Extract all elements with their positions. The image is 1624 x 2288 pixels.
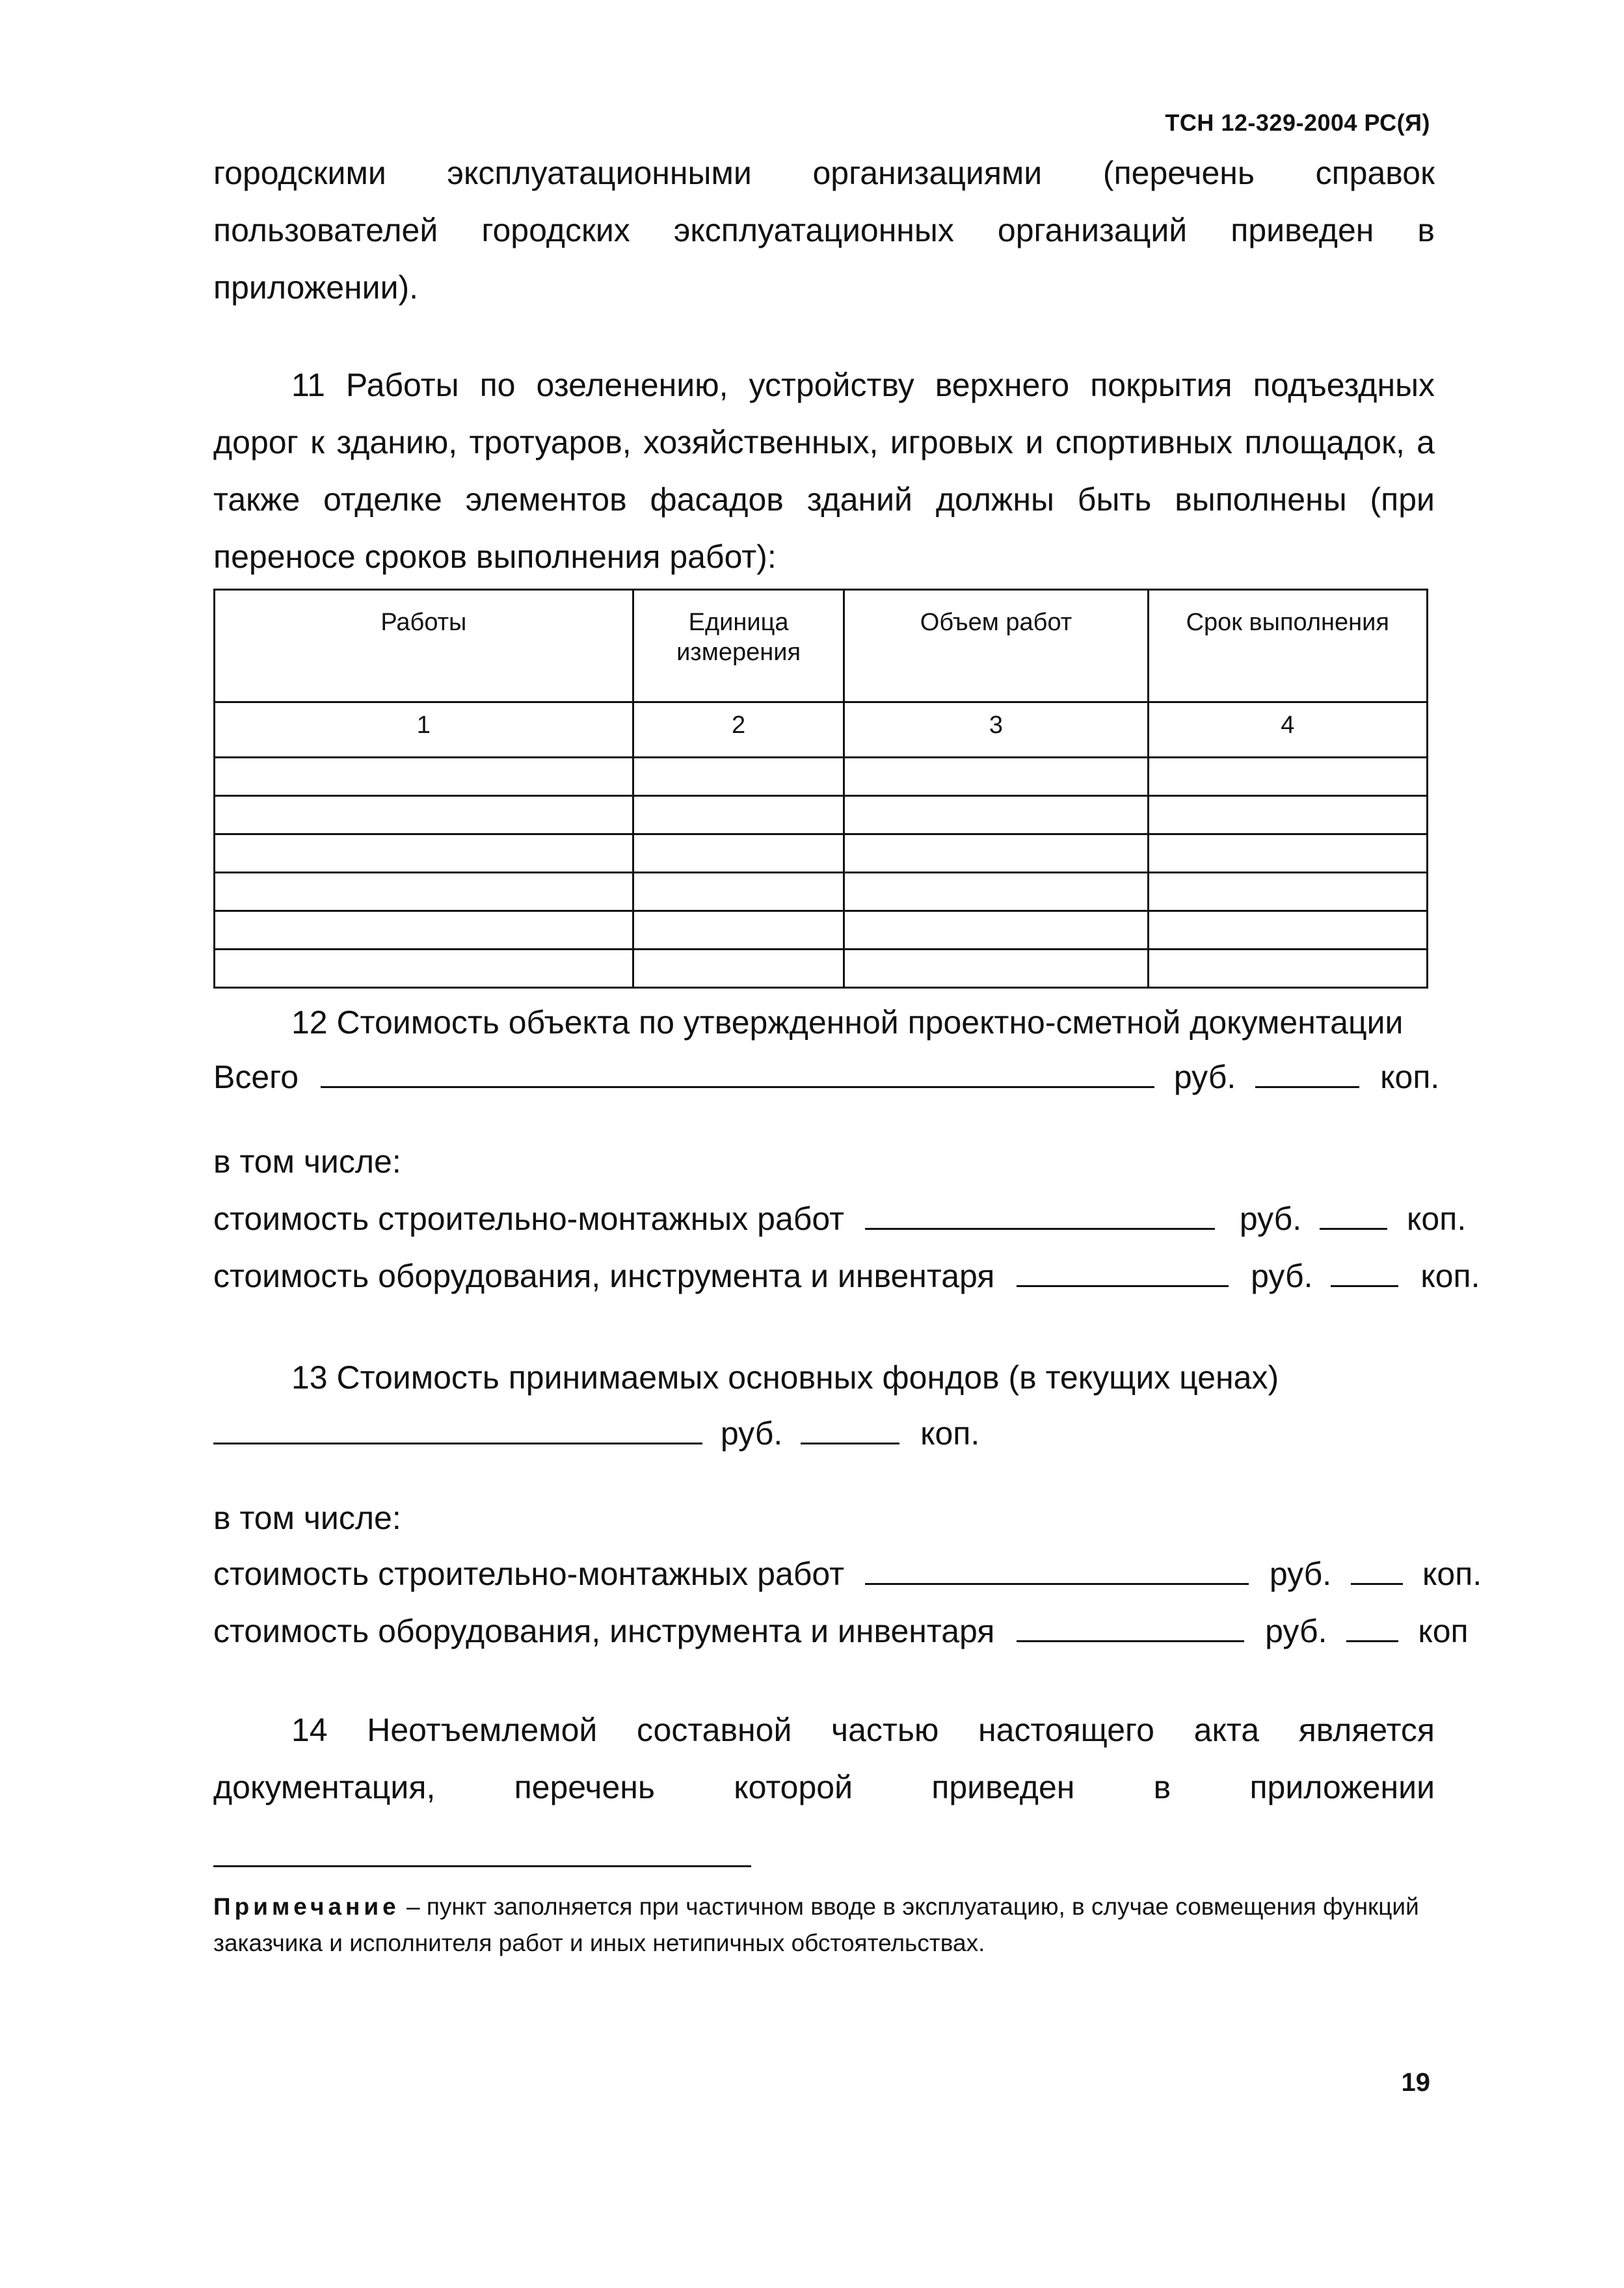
equipment-cost-row-13 [213,1603,1469,1660]
column-header-unit [633,590,844,702]
text-line: 12 Стоимость объекта по утвержденной проектно-сметной документации [291,1004,1404,1041]
text-line: городскими эксплуатационными организациями (перечень справок [213,155,1435,191]
table-cell[interactable] [1148,950,1427,988]
fixed-assets-cost-row [213,1405,979,1462]
rub-label: руб. [1251,1258,1313,1294]
total-kop-field[interactable] [1255,1052,1359,1088]
table-cell[interactable] [215,873,633,911]
cmr-kop-field[interactable] [1351,1549,1403,1585]
table-cell[interactable] [844,873,1148,911]
equipment-label: стоимость оборудования, инструмента и инвентаря [213,1258,995,1294]
cmr-cost-row-13 [213,1545,1482,1603]
including-label-12: в том числе: [213,1143,401,1180]
total-cost-row [213,1048,1439,1106]
total-label: Всего [213,1059,299,1095]
table-cell[interactable] [215,911,633,950]
paragraph-12-title [213,994,1435,1051]
equipment-rub-field[interactable] [1017,1251,1229,1287]
column-header-unit-text: Единица измерения [676,609,801,666]
table-row [215,796,1428,834]
paragraph-11 [213,356,1435,585]
including-label-13: в том числе: [213,1500,401,1536]
table-cell[interactable] [215,796,633,834]
equipment-cost-row-12 [213,1247,1480,1305]
table-cell[interactable] [633,796,844,834]
table-number-row [215,702,1428,758]
text-line: также отделке элементов фасадов зданий должны быть выполнены (при [213,481,1435,518]
table-cell[interactable] [844,834,1148,873]
note-text: – пункт заполняется при частичном вводе в эксплуатацию, в случае совмещения функций заказчика и исполнителя работ и иных нетипичных обстоятельствах. [213,1893,1419,1956]
kop-label: коп. [1380,1059,1440,1095]
table-cell[interactable] [633,758,844,796]
cmr-label: стоимость строительно-монтажных работ [213,1201,845,1237]
table-row [215,873,1428,911]
cmr-cost-row-12 [213,1190,1466,1247]
table-cell[interactable] [633,950,844,988]
rub-label: руб. [1239,1201,1302,1237]
table-cell[interactable] [1148,758,1427,796]
kop-label: коп. [1420,1258,1480,1294]
equipment-kop-field[interactable] [1331,1251,1398,1287]
cmr-kop-field[interactable] [1320,1194,1387,1230]
fixed-assets-rub-field[interactable] [213,1409,702,1444]
cmr-label: стоимость строительно-монтажных работ [213,1556,845,1592]
text-line: пользователей городских эксплуатационных организаций приведен в [213,212,1435,248]
fixed-assets-kop-field[interactable] [801,1409,899,1444]
table-row [215,911,1428,950]
rub-label: руб. [720,1415,783,1452]
paragraph-13-title [213,1349,1435,1406]
paragraph-continuation [213,144,1435,316]
equipment-rub-field[interactable] [1017,1606,1244,1642]
table-cell[interactable] [215,950,633,988]
text-line: дорог к зданию, тротуаров, хозяйственных, игровых и спортивных площадок, а [213,424,1435,460]
text-line: приложении). [213,269,419,306]
table-cell[interactable] [1148,796,1427,834]
table-cell[interactable] [215,758,633,796]
column-header-works: Работы [215,590,633,702]
text-line: переносе сроков выполнения работ): [213,539,777,575]
kop-label: коп [1418,1613,1469,1649]
kop-label: коп. [1422,1556,1482,1592]
table-cell[interactable] [633,873,844,911]
text-line: 13 Стоимость принимаемых основных фондов (в текущих ценах) [291,1359,1279,1396]
works-table [213,589,1428,989]
table-cell[interactable] [844,758,1148,796]
column-header-deadline: Срок выполнения [1148,590,1427,702]
footnote [213,1889,1435,1962]
column-number: 4 [1148,702,1427,758]
column-header-volume: Объем работ [844,590,1148,702]
column-number: 2 [633,702,844,758]
table-row [215,758,1428,796]
rub-label: руб. [1265,1613,1327,1649]
table-cell[interactable] [215,834,633,873]
rub-label: руб. [1269,1556,1332,1592]
kop-label: коп. [1407,1201,1467,1237]
equipment-label: стоимость оборудования, инструмента и инвентаря [213,1613,995,1649]
table-cell[interactable] [1148,834,1427,873]
table-cell[interactable] [633,834,844,873]
footnote-divider [213,1865,751,1867]
kop-label: коп. [920,1415,980,1452]
paragraph-14 [213,1701,1435,1816]
text-line: 14 Неотъемлемой составной частью настоящего акта является [291,1712,1435,1748]
rub-label: руб. [1173,1059,1236,1095]
document-code: ТСН 12-329-2004 РС(Я) [1165,109,1430,136]
table-cell[interactable] [844,911,1148,950]
cmr-rub-field[interactable] [865,1194,1215,1230]
column-number: 1 [215,702,633,758]
text-line: документация, перечень которой приведен в приложении [213,1769,1435,1805]
cmr-rub-field[interactable] [865,1549,1249,1585]
table-row [215,834,1428,873]
table-cell[interactable] [633,911,844,950]
table-cell[interactable] [844,796,1148,834]
total-rub-field[interactable] [321,1052,1154,1088]
table-cell[interactable] [1148,911,1427,950]
table-header-row [215,590,1428,702]
column-number: 3 [844,702,1148,758]
equipment-kop-field[interactable] [1346,1606,1398,1642]
table-cell[interactable] [1148,873,1427,911]
note-label: Примечание [213,1893,400,1920]
page-number: 19 [1401,2068,1430,2097]
table-row [215,950,1428,988]
text-line: 11 Работы по озеленению, устройству верхнего покрытия подъездных [291,367,1435,403]
table-cell[interactable] [844,950,1148,988]
